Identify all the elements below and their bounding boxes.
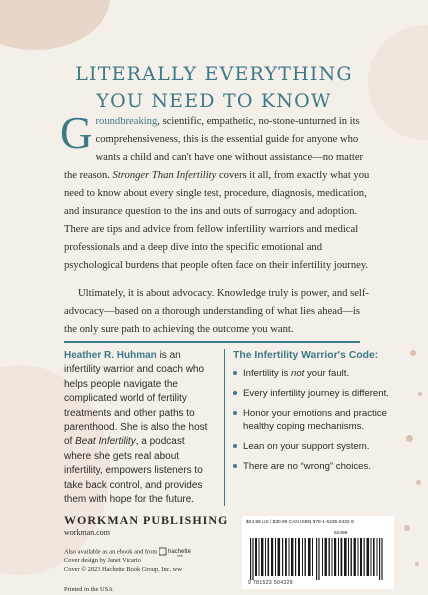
bullet-icon — [233, 391, 237, 395]
list-item — [233, 440, 393, 453]
decorative-dot — [404, 525, 410, 531]
vertical-divider — [224, 349, 225, 506]
bio-text: is an infertility warrior and coach who helps people navigate the complicated world of fertility treatments and other paths to parenthood. She is also the host of — [64, 350, 208, 448]
ebook-text: Also available as an ebook and from — [64, 548, 158, 556]
copyright: Cover © 2023 Hachette Book Group, Inc. ww — [64, 565, 182, 573]
warrior-code — [233, 350, 393, 480]
book-title: Stronger Than Infertility — [112, 170, 217, 181]
headline — [0, 61, 428, 115]
barcode-panel — [242, 516, 394, 589]
price-code: 52499 — [334, 531, 348, 536]
code-item-text: Honor your emotions and practice healthy coping mechanisms. — [243, 408, 387, 432]
svg-text:audio: audio — [177, 554, 184, 557]
decorative-dot — [406, 435, 413, 442]
drop-cap: G — [60, 108, 93, 158]
decorative-dot — [415, 562, 419, 566]
decorative-dots — [388, 330, 428, 590]
decorative-blob-top-left — [0, 0, 110, 50]
horizontal-divider — [64, 341, 360, 343]
list-item — [233, 387, 393, 400]
code-item-emphasis: not — [290, 368, 305, 379]
barcode-icon — [248, 538, 388, 580]
design-credit: Cover design by Janet Vicario — [64, 557, 141, 565]
publisher-name: WORKMAN PUBLISHING — [64, 513, 229, 527]
barcode-digits: 9 781523 504329 — [248, 580, 293, 586]
list-item — [233, 407, 393, 433]
decorative-dot — [418, 392, 422, 396]
bullet-icon — [233, 464, 237, 468]
list-item — [233, 460, 393, 473]
bullet-icon — [233, 371, 237, 375]
publisher-url: workman.com — [64, 528, 110, 537]
code-item-text: your fault. — [304, 368, 350, 379]
code-item-text: Lean on your support system. — [243, 441, 370, 452]
blurb-text: , scientific, empathetic, no-stone-unturned in its comprehensiveness, this is the essential guide for anyone who wants a child and can't have one without assistance—no matter the reason. — [64, 116, 364, 181]
lead-word: roundbreaking — [95, 116, 158, 127]
hachette-logo-icon — [159, 547, 193, 557]
code-item-text: Every infertility journey is different. — [243, 388, 389, 399]
printed-in: Printed in the USA — [64, 586, 113, 593]
decorative-dot — [410, 350, 416, 356]
code-list — [233, 367, 393, 473]
credits — [64, 547, 193, 574]
decorative-dot — [416, 480, 421, 485]
headline-line-2: YOU NEED TO KNOW — [96, 89, 332, 112]
bullet-icon — [233, 444, 237, 448]
blurb-paragraph-1 — [60, 108, 374, 275]
code-title: The Infertility Warrior's Code: — [233, 350, 379, 361]
author-bio — [64, 349, 214, 507]
ebook-line — [64, 547, 193, 557]
bullet-icon — [233, 411, 237, 415]
headline-line-1: LITERALLY EVERYTHING — [75, 62, 353, 85]
svg-text:hachette: hachette — [168, 549, 192, 555]
publisher-block — [64, 513, 228, 537]
code-item-text: There are no “wrong” choices. — [243, 461, 371, 472]
bio-text: , a podcast where she gets real about infertility, empowers listeners to take back control, and provides them with hope for the future. — [64, 436, 203, 506]
blurb-paragraph-2: Ultimately, it is about advocacy. Knowledge truly is power, and self-advocacy—based on a thorough understanding of what lies ahead—is the only sure path to achieving the outcome you want. — [64, 288, 369, 335]
podcast-title: Beat Infertility — [75, 436, 136, 448]
blurb-text: covers it all, from exactly what you need to know about every single test, procedure, diagnosis, medication, and insurance question to the ins and outs of surrogacy and adoption. There are tips and advice from fellow infertility warriors and medical professionals and a deep dive into the specific emotional and psychological burdens that people often face on their infertility journey. — [64, 170, 370, 271]
code-item-text: Infertility is — [243, 368, 291, 379]
price-isbn: $24.99 US / $30.99 CAN ISBN 978-1-5235-0432-9 — [246, 520, 354, 525]
list-item — [233, 367, 393, 380]
author-name: Heather R. Huhman — [64, 350, 157, 361]
blurb — [60, 108, 374, 339]
